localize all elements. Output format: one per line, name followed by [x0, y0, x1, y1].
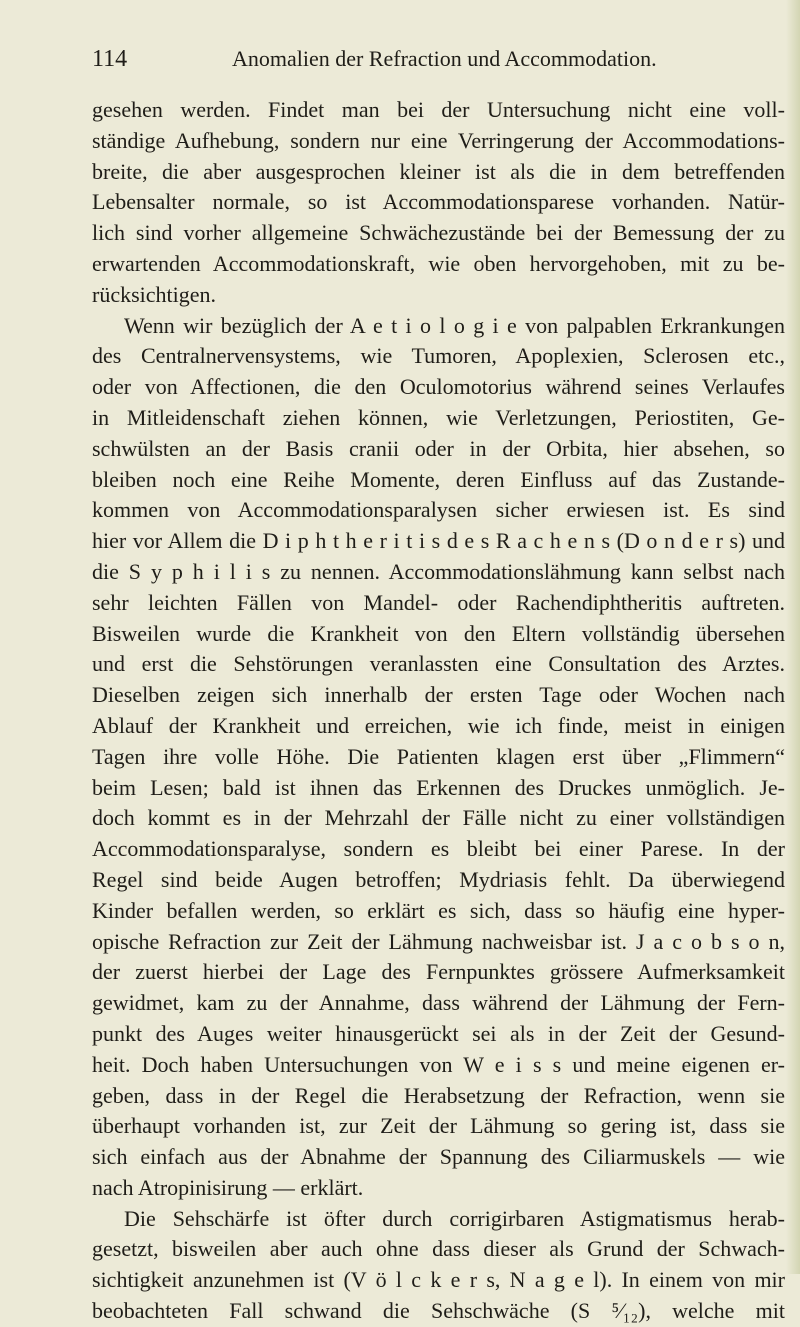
- text-line: bleiben noch eine Reihe Momente, deren Einfluss auf das Zustande-: [92, 466, 785, 492]
- text-line: Regel sind beide Augen betroffen; Mydriasis fehlt. Da überwiegend: [92, 866, 785, 892]
- text-line: ständige Aufhebung, sondern nur eine Verringerung der Accommodations-: [92, 127, 785, 153]
- body-text: [92, 95, 785, 1327]
- text-line: sich einfach aus der Abnahme der Spannung des Ciliarmuskels — wie: [92, 1144, 785, 1170]
- text-line: Accommodationsparalyse, sondern es bleibt bei einer Parese. In der: [92, 836, 785, 862]
- text-line: des Centralnervensystems, wie Tumoren, Apoplexien, Sclerosen etc.,: [92, 343, 785, 369]
- text-line: opische Refraction zur Zeit der Lähmung nachweisbar ist. J a c o b s o n,: [92, 928, 785, 954]
- text-line: Ablauf der Krankheit und erreichen, wie ich finde, meist in einigen: [92, 712, 785, 738]
- text-line: gewidmet, kam zu der Annahme, dass während der Lähmung der Fern-: [92, 990, 785, 1016]
- text-line: breite, die aber ausgesprochen kleiner ist als die in dem betreffenden: [92, 158, 785, 184]
- page-header: [92, 44, 792, 80]
- text-line: beobachteten Fall schwand die Sehschwäche (S ⁵⁄₁₂), welche mit: [92, 1298, 785, 1324]
- text-line: Kinder befallen werden, so erklärt es sich, dass so häufig eine hyper-: [92, 897, 785, 923]
- text-line: geben, dass in der Regel die Herabsetzung der Refraction, wenn sie: [92, 1082, 785, 1108]
- text-line: beim Lesen; bald ist ihnen das Erkennen des Druckes unmöglich. Je-: [92, 774, 785, 800]
- text-line: gesehen werden. Findet man bei der Untersuchung nicht eine voll-: [92, 97, 785, 122]
- text-line: Tagen ihre volle Höhe. Die Patienten klagen erst über „Flimmern“: [92, 743, 785, 769]
- text-line: Lebensalter normale, so ist Accommodationsparese vorhanden. Natür-: [92, 189, 785, 215]
- text-line: Bisweilen wurde die Krankheit von den Eltern vollständig übersehen: [92, 620, 785, 646]
- text-line: sichtigkeit anzunehmen ist (V ö l c k e r s, N a g e l). In einem von mir: [92, 1267, 785, 1293]
- text-line: kommen von Accommodationsparalysen sicher erwiesen ist. Es sind: [92, 497, 785, 523]
- text-line: die S y p h i l i s zu nennen. Accommodationslähmung kann selbst nach: [92, 558, 785, 584]
- text-line: heit. Doch haben Untersuchungen von W e i s s und meine eigenen er-: [92, 1051, 785, 1077]
- text-line: der zuerst hierbei der Lage des Fernpunktes grössere Aufmerksamkeit: [92, 959, 785, 985]
- text-line: punkt des Auges weiter hinausgerückt sei als in der Zeit der Gesund-: [92, 1020, 785, 1046]
- text-line: lich sind vorher allgemeine Schwächezustände bei der Bemessung der zu: [92, 220, 785, 246]
- text-line: oder von Affectionen, die den Oculomotorius während seines Verlaufes: [92, 374, 785, 400]
- text-line: Die Sehschärfe ist öfter durch corrigirbaren Astigmatismus herab-: [124, 1205, 785, 1231]
- text-line: in Mitleidenschaft ziehen können, wie Verletzungen, Periostiten, Ge-: [92, 404, 785, 430]
- text-line: nach Atropinisirung — erklärt.: [92, 1174, 364, 1200]
- page-edge-shadow: [786, 0, 800, 1274]
- text-line: erwartenden Accommodationskraft, wie oben hervorgehoben, mit zu be-: [92, 250, 785, 276]
- text-line: hier vor Allem die D i p h t h e r i t i s d e s R a c h e n s (D o n d e r s) und: [92, 528, 785, 554]
- text-line: schwülsten an der Basis cranii oder in der Orbita, hier absehen, so: [92, 435, 785, 461]
- text-line: gesetzt, bisweilen aber auch ohne dass dieser als Grund der Schwach-: [92, 1236, 785, 1262]
- running-head: Anomalien der Refraction und Accommodation.: [232, 46, 657, 71]
- text-line: doch kommt es in der Mehrzahl der Fälle nicht zu einer vollständigen: [92, 805, 785, 831]
- text-line: überhaupt vorhanden ist, zur Zeit der Lähmung so gering ist, dass sie: [92, 1113, 785, 1139]
- text-line: Dieselben zeigen sich innerhalb der ersten Tage oder Wochen nach: [92, 682, 785, 708]
- text-line: sehr leichten Fällen von Mandel- oder Rachendiphtheritis auftreten.: [92, 589, 785, 615]
- text-line: Wenn wir bezüglich der A e t i o l o g i e von palpablen Erkrankungen: [124, 312, 785, 338]
- page-number: 114: [92, 46, 128, 72]
- text-line: rücksichtigen.: [92, 281, 217, 307]
- text-line: und erst die Sehstörungen veranlassten eine Consultation des Arztes.: [92, 651, 785, 677]
